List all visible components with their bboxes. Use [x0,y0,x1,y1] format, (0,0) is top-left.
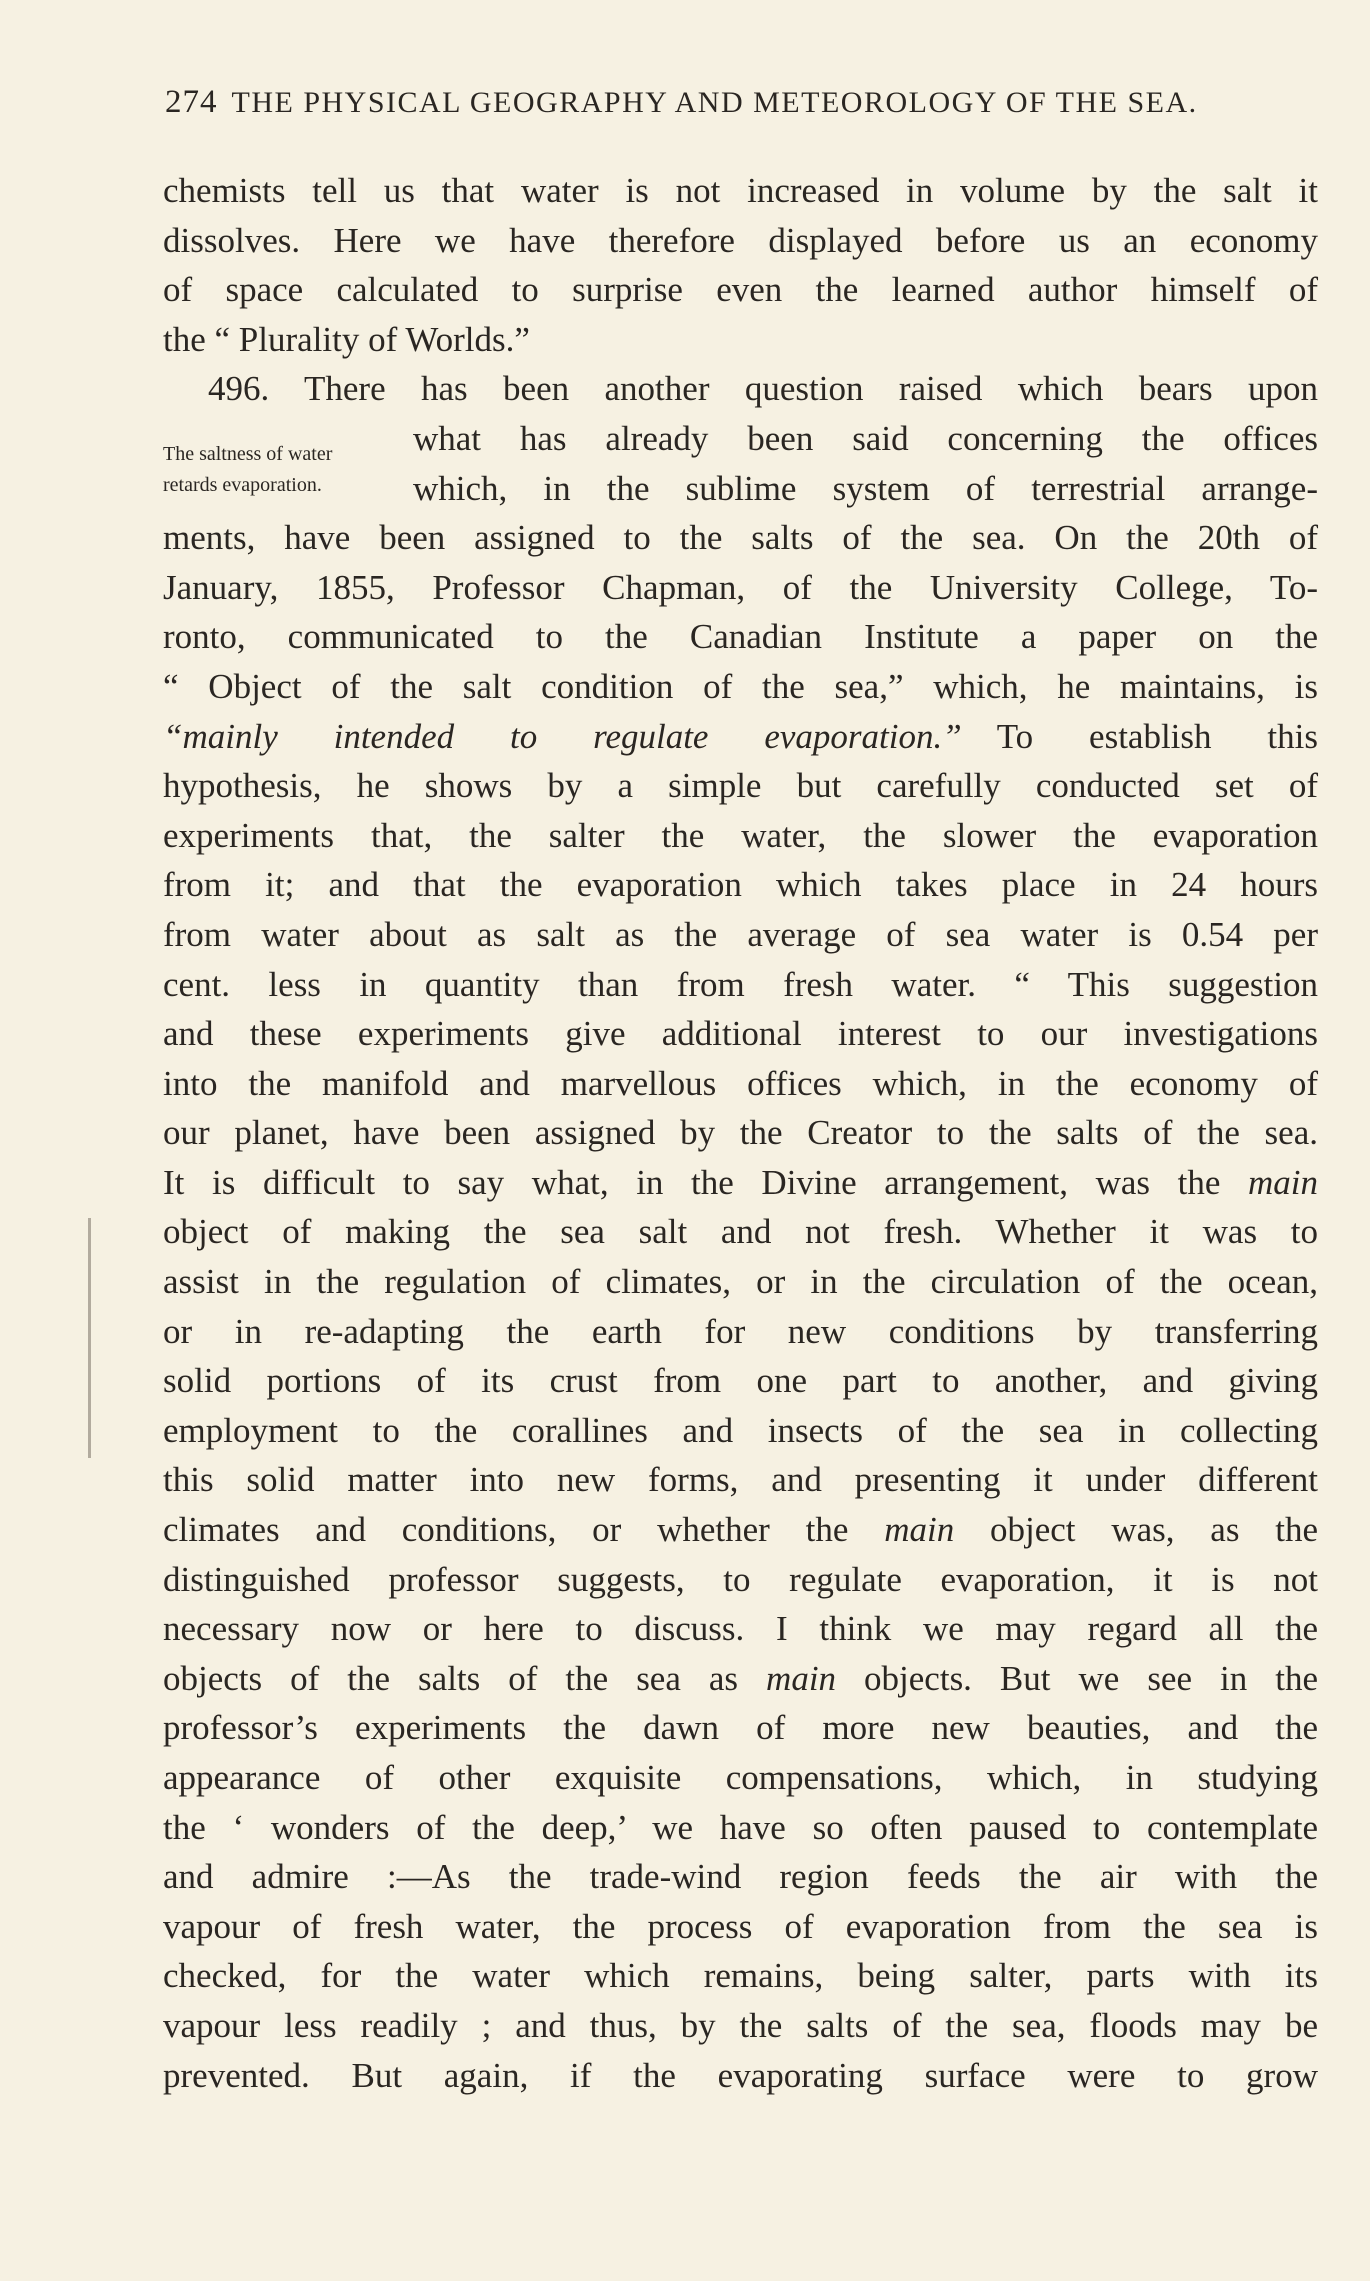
text-line: into the manifold and marvellous offices which, in the economy of [163,1063,1318,1103]
italic-word: main [766,1658,837,1698]
text-line: professor’s experiments the dawn of more new beauties, and the [163,1708,1318,1748]
text-line: the ‘ wonders of the deep,’ we have so often paused to contemplate [163,1807,1318,1847]
text-line: assist in the regulation of climates, or in the circulation of the ocean, [163,1262,1318,1302]
text-line: or in re-adapting the earth for new conditions by transferring [163,1311,1318,1351]
italic-word: main [884,1510,955,1550]
running-header [165,84,1255,121]
text-line: hypothesis, he shows by a simple but carefully conducted set of [163,766,1318,806]
text-line: our planet, have been assigned by the Creator to the salts of the sea. [163,1113,1318,1153]
text-fragment: It is difficult to say what, in the Divine arrangement, was the [163,1162,1221,1202]
text-line: and these experiments give additional interest to our investigations [163,1014,1318,1054]
italic-word: main [1248,1162,1319,1202]
text-line: object of making the sea salt and not fresh. Whether it was to [163,1212,1318,1252]
sidenote-line-1: The saltness of water [163,443,333,465]
text-line: employment to the corallines and insects of the sea in collecting [163,1410,1318,1450]
text-line [163,1158,1318,1208]
text-line: which, in the sublime system of terrestrial arrange- [413,468,1318,508]
text-line: vapour of fresh water, the process of evaporation from the sea is [163,1906,1318,1946]
paragraph-496-start: 496. There has been another question raised which bears upon [208,369,1318,409]
running-title: THE PHYSICAL GEOGRAPHY AND METEOROLOGY OF THE SEA. [231,86,1198,119]
text-line: this solid matter into new forms, and presenting it under different [163,1460,1318,1500]
text-line: experiments that, the salter the water, the slower the evaporation [163,815,1318,855]
text-line [163,1654,1318,1704]
text-line: vapour less readily ; and thus, by the salts of the sea, floods may be [163,2005,1318,2045]
text-line: the “ Plurality of Worlds.” [163,319,530,359]
text-line [163,1505,1318,1555]
text-fragment: climates and conditions, or whether the [163,1510,849,1550]
text-fragment: objects. But we see in the [864,1658,1318,1698]
text-line: appearance of other exquisite compensations, which, in studying [163,1758,1318,1797]
text-line: from it; and that the evaporation which takes place in 24 hours [163,865,1318,905]
text-line: dissolves. Here we have therefore displayed before us an economy [163,220,1318,260]
text-line: chemists tell us that water is not increased in volume by the salt it [163,171,1318,210]
text-line: from water about as salt as the average of sea water is 0.54 per [163,914,1318,954]
text-line: checked, for the water which remains, being salter, parts with its [163,1956,1318,1996]
text-fragment: object was, as the [990,1510,1319,1550]
text-line: ronto, communicated to the Canadian Institute a paper on the [163,617,1318,657]
text-line: solid portions of its crust from one part to another, and giving [163,1361,1318,1401]
italic-quote: “mainly intended to regulate evaporation.” [163,716,962,756]
text-line [163,712,1318,762]
text-line: cent. less in quantity than from fresh water. “ This suggestion [163,964,1318,1004]
body-text [163,166,1318,2100]
text-line: and admire :—As the trade-wind region feeds the air with the [163,1857,1318,1897]
sidenote-line-2: retards evaporation. [163,474,322,496]
text-fragment: objects of the salts of the sea as [163,1658,739,1698]
page-number: 274 [165,84,218,120]
text-line: January, 1855, Professor Chapman, of the University College, To- [163,567,1318,607]
text-line: necessary now or here to discuss. I think we may regard all the [163,1609,1318,1649]
text-line: prevented. But again, if the evaporating surface were to grow [163,2055,1318,2095]
text-line: distinguished professor suggests, to regulate evaporation, it is not [163,1559,1318,1599]
text-line: what has already been said concerning the offices [413,418,1318,458]
text-line: “ Object of the salt condition of the sea,” which, he maintains, is [163,666,1318,706]
margin-pencil-mark [88,1218,91,1458]
text-line: ments, have been assigned to the salts of the sea. On the 20th of [163,518,1318,558]
text-line: of space calculated to surprise even the learned author himself of [163,270,1318,310]
text-fragment: To establish this [996,716,1318,756]
